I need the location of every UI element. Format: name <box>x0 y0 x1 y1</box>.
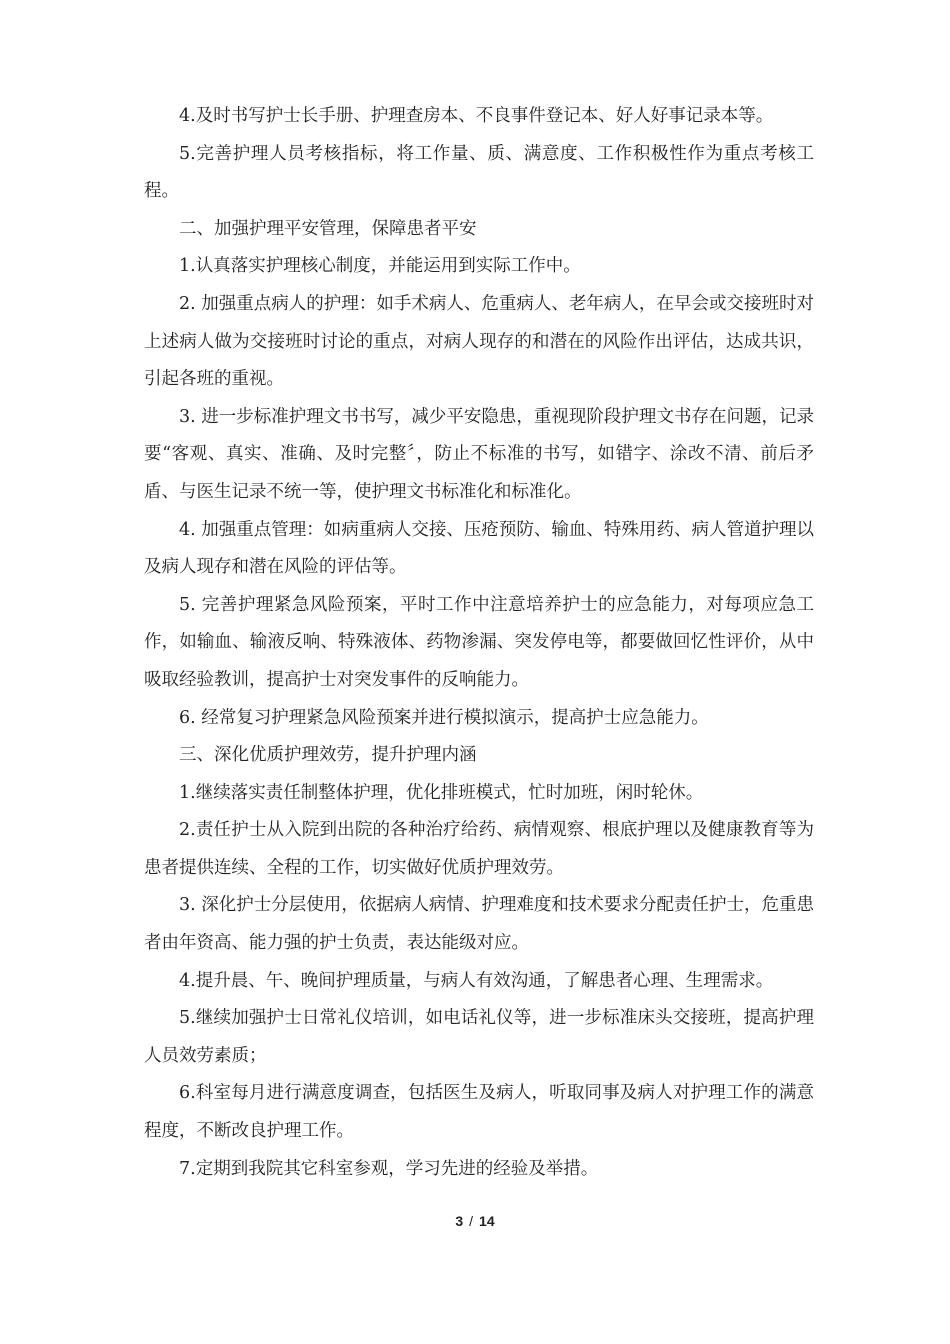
paragraph: 3. 进一步标准护理文书书写，减少平安隐患，重视现阶段护理文书存在问题，记录要“客观、真实、准确、及时完整〞，防止不标准的书写，如错字、涂改不清、前后矛盾、与医生记录不统一等，使护理文书标准化和标准化。 <box>144 406 814 502</box>
paragraph: 7.定期到我院其它科室参观，学习先进的经验及举措。 <box>179 1158 599 1179</box>
page-separator: / <box>469 1213 474 1229</box>
paragraph: 4. 加强重点管理：如病重病人交接、压疮预防、输血、特殊用药、病人管道护理以及病人现存和潜在风险的评估等。 <box>144 519 814 578</box>
paragraph: 1.继续落实责任制整体护理，优化排班模式，忙时加班，闲时轮休。 <box>179 782 704 803</box>
total-pages-number: 14 <box>479 1213 495 1229</box>
section-heading: 三、深化优质护理效劳，提升护理内涵 <box>179 745 477 766</box>
paragraph: 6.科室每月进行满意度调查，包括医生及病人，听取同事及病人对护理工作的满意程度，不断改良护理工作。 <box>144 1083 814 1142</box>
paragraph: 4.及时书写护士长手册、护理查房本、不良事件登记本、好人好事记录本等。 <box>179 106 774 126</box>
paragraph: 3. 深化护士分层使用，依据病人病情、护理难度和技术要求分配责任护士，危重患者由年资高、能力强的护士负责，表达能级对应。 <box>144 895 814 954</box>
paragraph: 6. 经常复习护理紧急风险预案并进行模拟演示，提高护士应急能力。 <box>179 707 709 728</box>
paragraph: 5.继续加强护士日常礼仪培训，如电话礼仪等，进一步标准床头交接班，提高护理人员效劳素质； <box>144 1008 814 1066</box>
current-page-number: 3 <box>455 1213 464 1229</box>
page-number <box>0 1211 950 1231</box>
paragraph: 1.认真落实护理核心制度，并能运用到实际工作中。 <box>179 256 581 277</box>
paragraph: 4.提升晨、午、晚间护理质量，与病人有效沟通，了解患者心理、生理需求。 <box>179 970 774 991</box>
paragraph: 2.责任护士从入院到出院的各种治疗给药、病情观察、根底护理以及健康教育等为患者提供连续、全程的工作，切实做好优质护理效劳。 <box>144 820 814 878</box>
paragraph: 5. 完善护理紧急风险预案，平时工作中注意培养护士的应急能力，对每项应急工作，如输血、输液反响、特殊液体、药物渗漏、突发停电等，都要做回忆性评价，从中吸取经验教训，提高护士对突发事件的反响能力。 <box>144 594 814 690</box>
paragraph: 2. 加强重点病人的护理：如手术病人、危重病人、老年病人，在早会或交接班时对上述病人做为交接班时讨论的重点，对病人现存的和潜在的风险作出评估，达成共识，引起各班的重视。 <box>144 293 814 390</box>
document-body <box>144 98 814 1188</box>
paragraph: 5.完善护理人员考核指标，将工作量、质、满意度、工作积极性作为重点考核工程。 <box>144 143 814 202</box>
section-heading: 二、加强护理平安管理，保障患者平安 <box>179 218 477 239</box>
